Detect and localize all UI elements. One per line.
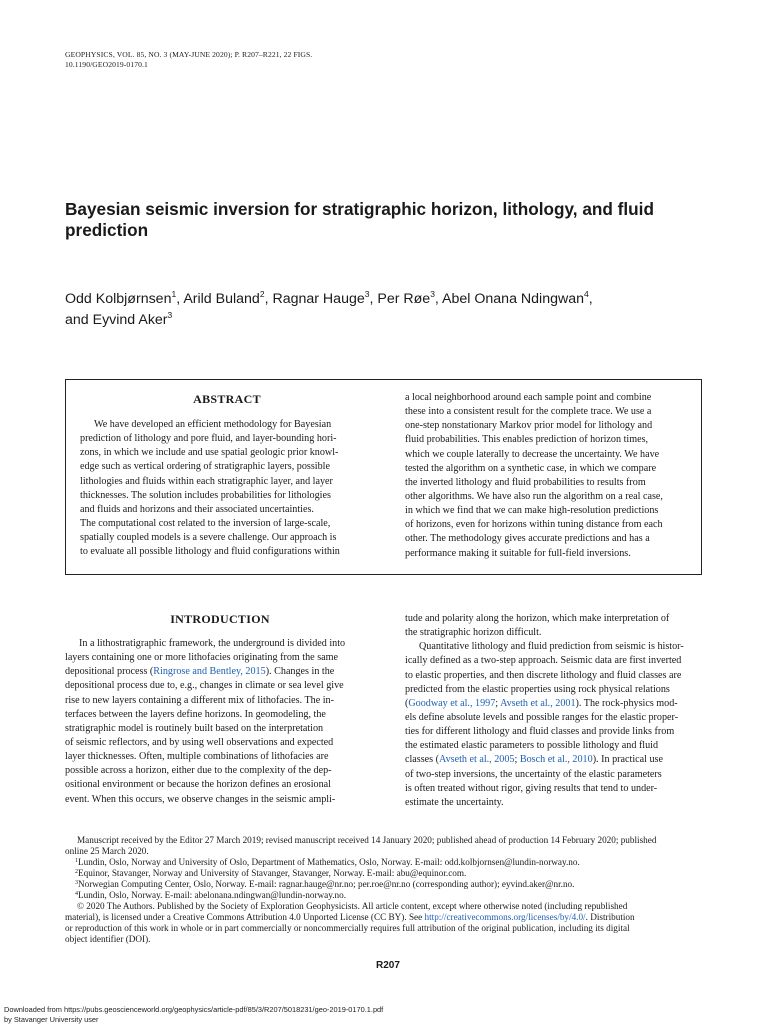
- author-name: Per Røe: [377, 291, 431, 307]
- introduction-left-column: [65, 637, 375, 807]
- text-line: ositional environment or because the horizon defines an erosional: [65, 779, 331, 791]
- title-line: Bayesian seismic inversion for stratigraphic horizon, lithology, and fluid: [65, 199, 654, 219]
- text-line: is often treated without rigor, giving results that tend to under-: [405, 782, 658, 794]
- affiliation-mark: 3: [167, 310, 173, 320]
- download-stamp: [4, 1005, 764, 1025]
- text-line: edge such as vertical ordering of stratigraphic layers, possible: [80, 461, 330, 473]
- text-line: In a lithostratigraphic framework, the underground is divided into: [79, 638, 346, 649]
- text-line: performance making it suitable for full-field inversions.: [405, 547, 631, 559]
- text-line: terfaces between the layers define horizons. In geomodeling, the: [65, 708, 326, 720]
- affiliation-mark: 3: [430, 289, 435, 299]
- author-line: [65, 310, 715, 331]
- text-line: layers containing one or more lithofacies originating from the same: [65, 652, 339, 664]
- text-line: possible across a horizon, either due to the complexity of the dep-: [65, 765, 332, 777]
- copyright-note: material), is licensed under a Creative Commons Attribution 4.0 Unported License (CC BY). See http://creativecommons.org/licenses/by/4.0/. Distribution: [65, 912, 635, 922]
- text-line: a local neighborhood around each sample point and combine: [405, 392, 652, 403]
- text-line: of seismic reflectors, and by using well observations and expected: [65, 736, 334, 748]
- introduction-heading: INTRODUCTION: [170, 612, 270, 626]
- text-line: Quantitative lithology and fluid prediction from seismic is histor-: [419, 641, 684, 653]
- text-line: (Goodway et al., 1997; Avseth et al., 2001). The rock-physics mod-: [405, 697, 678, 709]
- text-line: event. When this occurs, we observe changes in the seismic ampli-: [65, 793, 336, 805]
- text-line: other. The methodology gives accurate predictions and has a: [405, 533, 650, 545]
- text-line: other algorithms. We have also run the algorithm on a real case,: [405, 490, 663, 502]
- citation-line: GEOPHYSICS, VOL. 85, NO. 3 (MAY-JUNE 2020); P. R207–R221, 22 FIGS.: [65, 50, 313, 59]
- text-line: of horizons, even for horizons within tuning distance from each: [405, 519, 663, 531]
- affiliation-mark: 2: [259, 289, 265, 299]
- text-line: predicted from the elastic properties using rock physical relations: [405, 683, 670, 695]
- text-line: spatially coupled models is a severe challenge. Our approach is: [80, 532, 337, 544]
- journal-header: [65, 50, 565, 70]
- text-line: to elastic properties, and then discrete lithology and fluid classes are: [405, 669, 682, 681]
- text-line: of two-step inversions, the uncertainty of the elastic parameters: [405, 768, 662, 780]
- text-line: the inverted lithology and fluid probabilities to results from: [405, 476, 646, 488]
- author-name: Ragnar Hauge: [272, 291, 365, 307]
- text-line: to evaluate all possible lithology and fluid configurations within: [80, 546, 340, 558]
- copyright-note: © 2020 The Authors. Published by the Society of Exploration Geophysicists. All article content, except where otherwise noted (including republished: [77, 901, 628, 911]
- paper-title: [65, 199, 715, 241]
- text-line: stratigraphic model is routinely built based on the interpretation: [65, 722, 324, 734]
- text-line: ically defined as a two-step approach. Seismic data are first inverted: [405, 655, 682, 667]
- text-line: one-step nonstationary Markov prior model for lithology and: [405, 420, 653, 432]
- affiliation-note: $^4$Lundin, Oslo, Norway. E-mail: abelonana.ndingwan@lundin-norway.no.: [75, 890, 347, 900]
- text-line: classes (Avseth et al., 2005; Bosch et al., 2010). In practical use: [405, 754, 663, 766]
- affiliation-mark: 3: [364, 289, 370, 299]
- citation-link[interactable]: Bosch et al., 2010: [519, 754, 593, 766]
- text-line: layer thicknesses. Often, multiple combinations of lithofacies are: [65, 751, 329, 763]
- license-link[interactable]: http://creativecommons.org/licenses/by/4.0/: [424, 912, 586, 922]
- text-line: estimate the uncertainty.: [405, 796, 504, 808]
- text-line: these into a consistent result for the complete trace. We use a: [405, 406, 652, 418]
- text-line: fluid probabilities. This enables prediction of horizon times,: [405, 434, 649, 446]
- text-line: els define absolute levels and possible ranges for the elastic proper-: [405, 711, 679, 723]
- introduction-right-column: [405, 612, 714, 810]
- title-line: prediction: [65, 220, 149, 240]
- footnotes: [65, 835, 715, 945]
- abstract-heading: ABSTRACT: [193, 392, 261, 406]
- text-line: the stratigraphic horizon difficult.: [405, 627, 542, 639]
- text-line: and fluids and horizons and their associated uncertainties.: [80, 503, 314, 515]
- affiliation-mark: 1: [171, 289, 177, 299]
- affiliation-mark: 4: [584, 289, 589, 299]
- citation-link[interactable]: Goodway et al., 1997: [408, 697, 496, 709]
- doi-line: 10.1190/GEO2019-0170.1: [65, 60, 148, 69]
- download-user-line: by Stavanger University user: [4, 1015, 99, 1024]
- citation-link[interactable]: Ringrose and Bentley, 2015: [153, 666, 266, 678]
- author-list: [65, 289, 715, 331]
- affiliation-note: $^2$Equinor, Stavanger, Norway and University of Stavanger, Stavanger, Norway. E-mail: abu@equinor.com.: [75, 868, 467, 878]
- text-line: rise to new layers containing a different mix of lithofacies. The in-: [65, 694, 334, 706]
- citation-link[interactable]: Avseth et al., 2001: [500, 697, 576, 709]
- text-line: thicknesses. The solution includes probabilities for lithologies: [80, 489, 331, 501]
- author-name: and Eyvind Aker: [65, 312, 168, 328]
- citation-link[interactable]: Avseth et al., 2005: [439, 754, 515, 766]
- text-line: which we couple laterally to decrease the uncertainty. We have: [405, 448, 660, 460]
- author-name: Arild Buland: [183, 291, 260, 307]
- received-note: online 25 March 2020.: [65, 846, 149, 856]
- author-name: Odd Kolbjørnsen: [65, 291, 172, 307]
- copyright-note: object identifier (DOI).: [65, 934, 151, 944]
- text-line: ties for different lithology and fluid classes and provide links from: [405, 726, 675, 738]
- abstract-left-column: [80, 418, 374, 559]
- download-url-line: Downloaded from https://pubs.geoscienceworld.org/geophysics/article-pdf/85/3/R207/5018231/geo-2019-0170.1.pdf: [4, 1005, 384, 1014]
- affiliation-note: $^3$Norwegian Computing Center, Oslo, Norway. E-mail: ragnar.hauge@nr.no; per.roe@nr.no (corresponding author); eyvind.aker@nr.no.: [75, 879, 575, 889]
- received-note: Manuscript received by the Editor 27 March 2019; revised manuscript received 14 January 2020; published ahead of production 14 February 2020; published: [77, 835, 657, 845]
- text-line: tude and polarity along the horizon, which make interpretation of: [405, 613, 670, 624]
- text-line: depositional process due to, e.g., changes in climate or sea level give: [65, 680, 344, 692]
- author-name: Abel Onana Ndingwan: [442, 291, 585, 307]
- text-line: zons, in which we include and use spatial geologic prior knowl-: [80, 447, 339, 459]
- text-line: depositional process (Ringrose and Bentley, 2015). Changes in the: [65, 666, 335, 678]
- text-line: We have developed an efficient methodology for Bayesian: [94, 419, 332, 430]
- copyright-note: or reproduction of this work in whole or in part commercially or noncommercially requires full attribution of the original publication, including its digital: [65, 923, 630, 933]
- text-line: the estimated elastic parameters to possible lithology and fluid: [405, 740, 659, 752]
- page-number: R207: [376, 960, 400, 971]
- text-line: in which we find that we can make high-resolution predictions: [405, 505, 659, 517]
- text-line: prediction of lithology and pore fluid, and layer-bounding hori-: [80, 433, 337, 445]
- text-line: lithologies and fluids within each stratigraphic layer, and layer: [80, 475, 333, 487]
- abstract-right-column: [405, 391, 697, 561]
- text-line: tested the algorithm on a synthetic case, in which we compare: [405, 462, 657, 474]
- author-line: Odd Kolbjørnsen$^1$, Arild Buland$^2$, Ragnar Hauge$^3$, Per Røe$^3$, Abel Onana Ndingwan$^4$,: [65, 289, 593, 307]
- text-line: The computational cost related to the inversion of large-scale,: [80, 517, 331, 529]
- affiliation-note: $^1$Lundin, Oslo, Norway and University of Oslo, Department of Mathematics, Oslo, Norway. E-mail: odd.kolbjornsen@lundin-norway.no.: [75, 857, 580, 867]
